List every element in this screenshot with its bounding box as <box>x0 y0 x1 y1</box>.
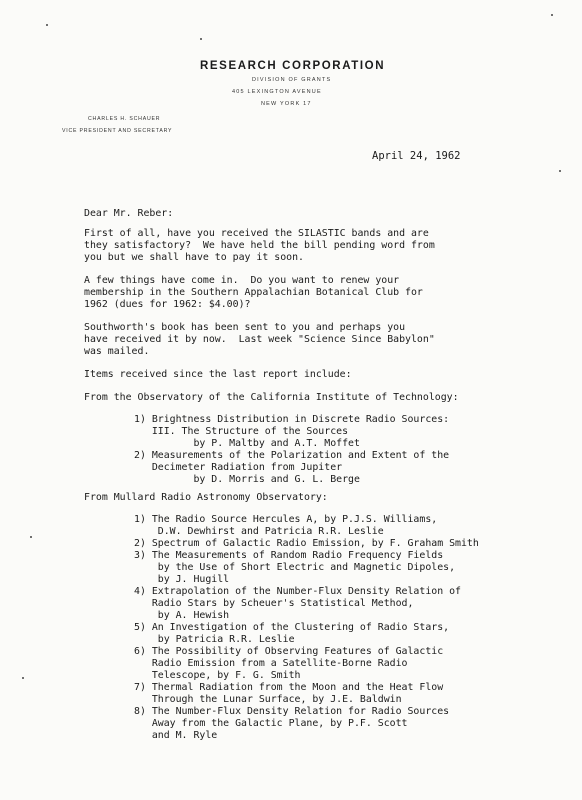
caltech-heading: From the Observatory of the California Institute of Technology: <box>84 392 459 403</box>
letter-date: April 24, 1962 <box>372 150 461 162</box>
paragraph-line: you but we shall have to pay it soon. <box>84 252 304 263</box>
mullard-item-5: by Patricia R.R. Leslie <box>134 634 295 645</box>
mullard-item-4: by A. Hewish <box>134 610 230 621</box>
mullard-item-1: 1) The Radio Source Hercules A, by P.J.S. Williams, <box>134 514 438 525</box>
paragraph-line: have received it by now. Last week "Science Since Babylon" <box>84 334 435 345</box>
mullard-item-3: 3) The Measurements of Random Radio Frequency Fields <box>134 550 444 561</box>
caltech-item-2: Decimeter Radiation from Jupiter <box>134 462 343 473</box>
paper-speck <box>551 14 553 16</box>
caltech-item-1: by P. Maltby and A.T. Moffet <box>134 438 360 449</box>
paragraph-line: Southworth's book has been sent to you and perhaps you <box>84 322 406 333</box>
mullard-item-1: D.W. Dewhirst and Patricia R.R. Leslie <box>134 526 384 537</box>
paper-speck <box>46 24 48 26</box>
paragraph-line: membership in the Southern Appalachian Botanical Club for <box>84 287 423 298</box>
mullard-item-6: Radio Emission from a Satellite-Borne Radio <box>134 658 408 669</box>
paragraph-line: Items received since the last report include: <box>84 369 352 380</box>
mullard-item-8: Away from the Galactic Plane, by P.F. Scott <box>134 718 408 729</box>
mullard-item-2: 2) Spectrum of Galactic Radio Emission, by F. Graham Smith <box>134 538 479 549</box>
paragraph-line: was mailed. <box>84 346 150 357</box>
paper-speck <box>200 38 202 40</box>
caltech-item-2: by D. Morris and G. L. Berge <box>134 474 360 485</box>
mullard-item-3: by J. Hugill <box>134 574 230 585</box>
city-address: NEW YORK 17 <box>261 101 312 107</box>
caltech-item-1: 1) Brightness Distribution in Discrete Radio Sources: <box>134 414 450 425</box>
mullard-item-3: by the Use of Short Electric and Magnetic Dipoles, <box>134 562 456 573</box>
paragraph-line: A few things have come in. Do you want to renew your <box>84 275 400 286</box>
salutation: Dear Mr. Reber: <box>84 208 174 219</box>
paragraph-line: First of all, have you received the SILASTIC bands and are <box>84 228 429 239</box>
mullard-item-7: Through the Lunar Surface, by J.E. Baldwin <box>134 694 402 705</box>
street-address: 405 LEXINGTON AVENUE <box>232 89 322 95</box>
paper-speck <box>559 170 561 172</box>
caltech-item-2: 2) Measurements of the Polarization and Extent of the <box>134 450 450 461</box>
mullard-item-8: 8) The Number-Flux Density Relation for Radio Sources <box>134 706 450 717</box>
mullard-item-6: Telescope, by F. G. Smith <box>134 670 301 681</box>
division-name: DIVISION OF GRANTS <box>252 77 332 83</box>
signatory-name: CHARLES H. SCHAUER <box>88 116 161 122</box>
paper-speck <box>30 536 32 538</box>
organization-name: RESEARCH CORPORATION <box>200 60 386 72</box>
mullard-item-8: and M. Ryle <box>134 730 218 741</box>
caltech-item-1: III. The Structure of the Sources <box>134 426 349 437</box>
paragraph-line: they satisfactory? We have held the bill pending word from <box>84 240 435 251</box>
paragraph-line: 1962 (dues for 1962: $4.00)? <box>84 299 251 310</box>
mullard-item-5: 5) An Investigation of the Clustering of Radio Stars, <box>134 622 450 633</box>
paper-speck <box>22 677 24 679</box>
mullard-item-6: 6) The Possibility of Observing Features of Galactic <box>134 646 444 657</box>
mullard-item-7: 7) Thermal Radiation from the Moon and the Heat Flow <box>134 682 444 693</box>
mullard-heading: From Mullard Radio Astronomy Observatory: <box>84 492 328 503</box>
signatory-title: VICE PRESIDENT AND SECRETARY <box>62 128 173 134</box>
mullard-item-4: 4) Extrapolation of the Number-Flux Density Relation of <box>134 586 461 597</box>
mullard-item-4: Radio Stars by Scheuer's Statistical Method, <box>134 598 414 609</box>
